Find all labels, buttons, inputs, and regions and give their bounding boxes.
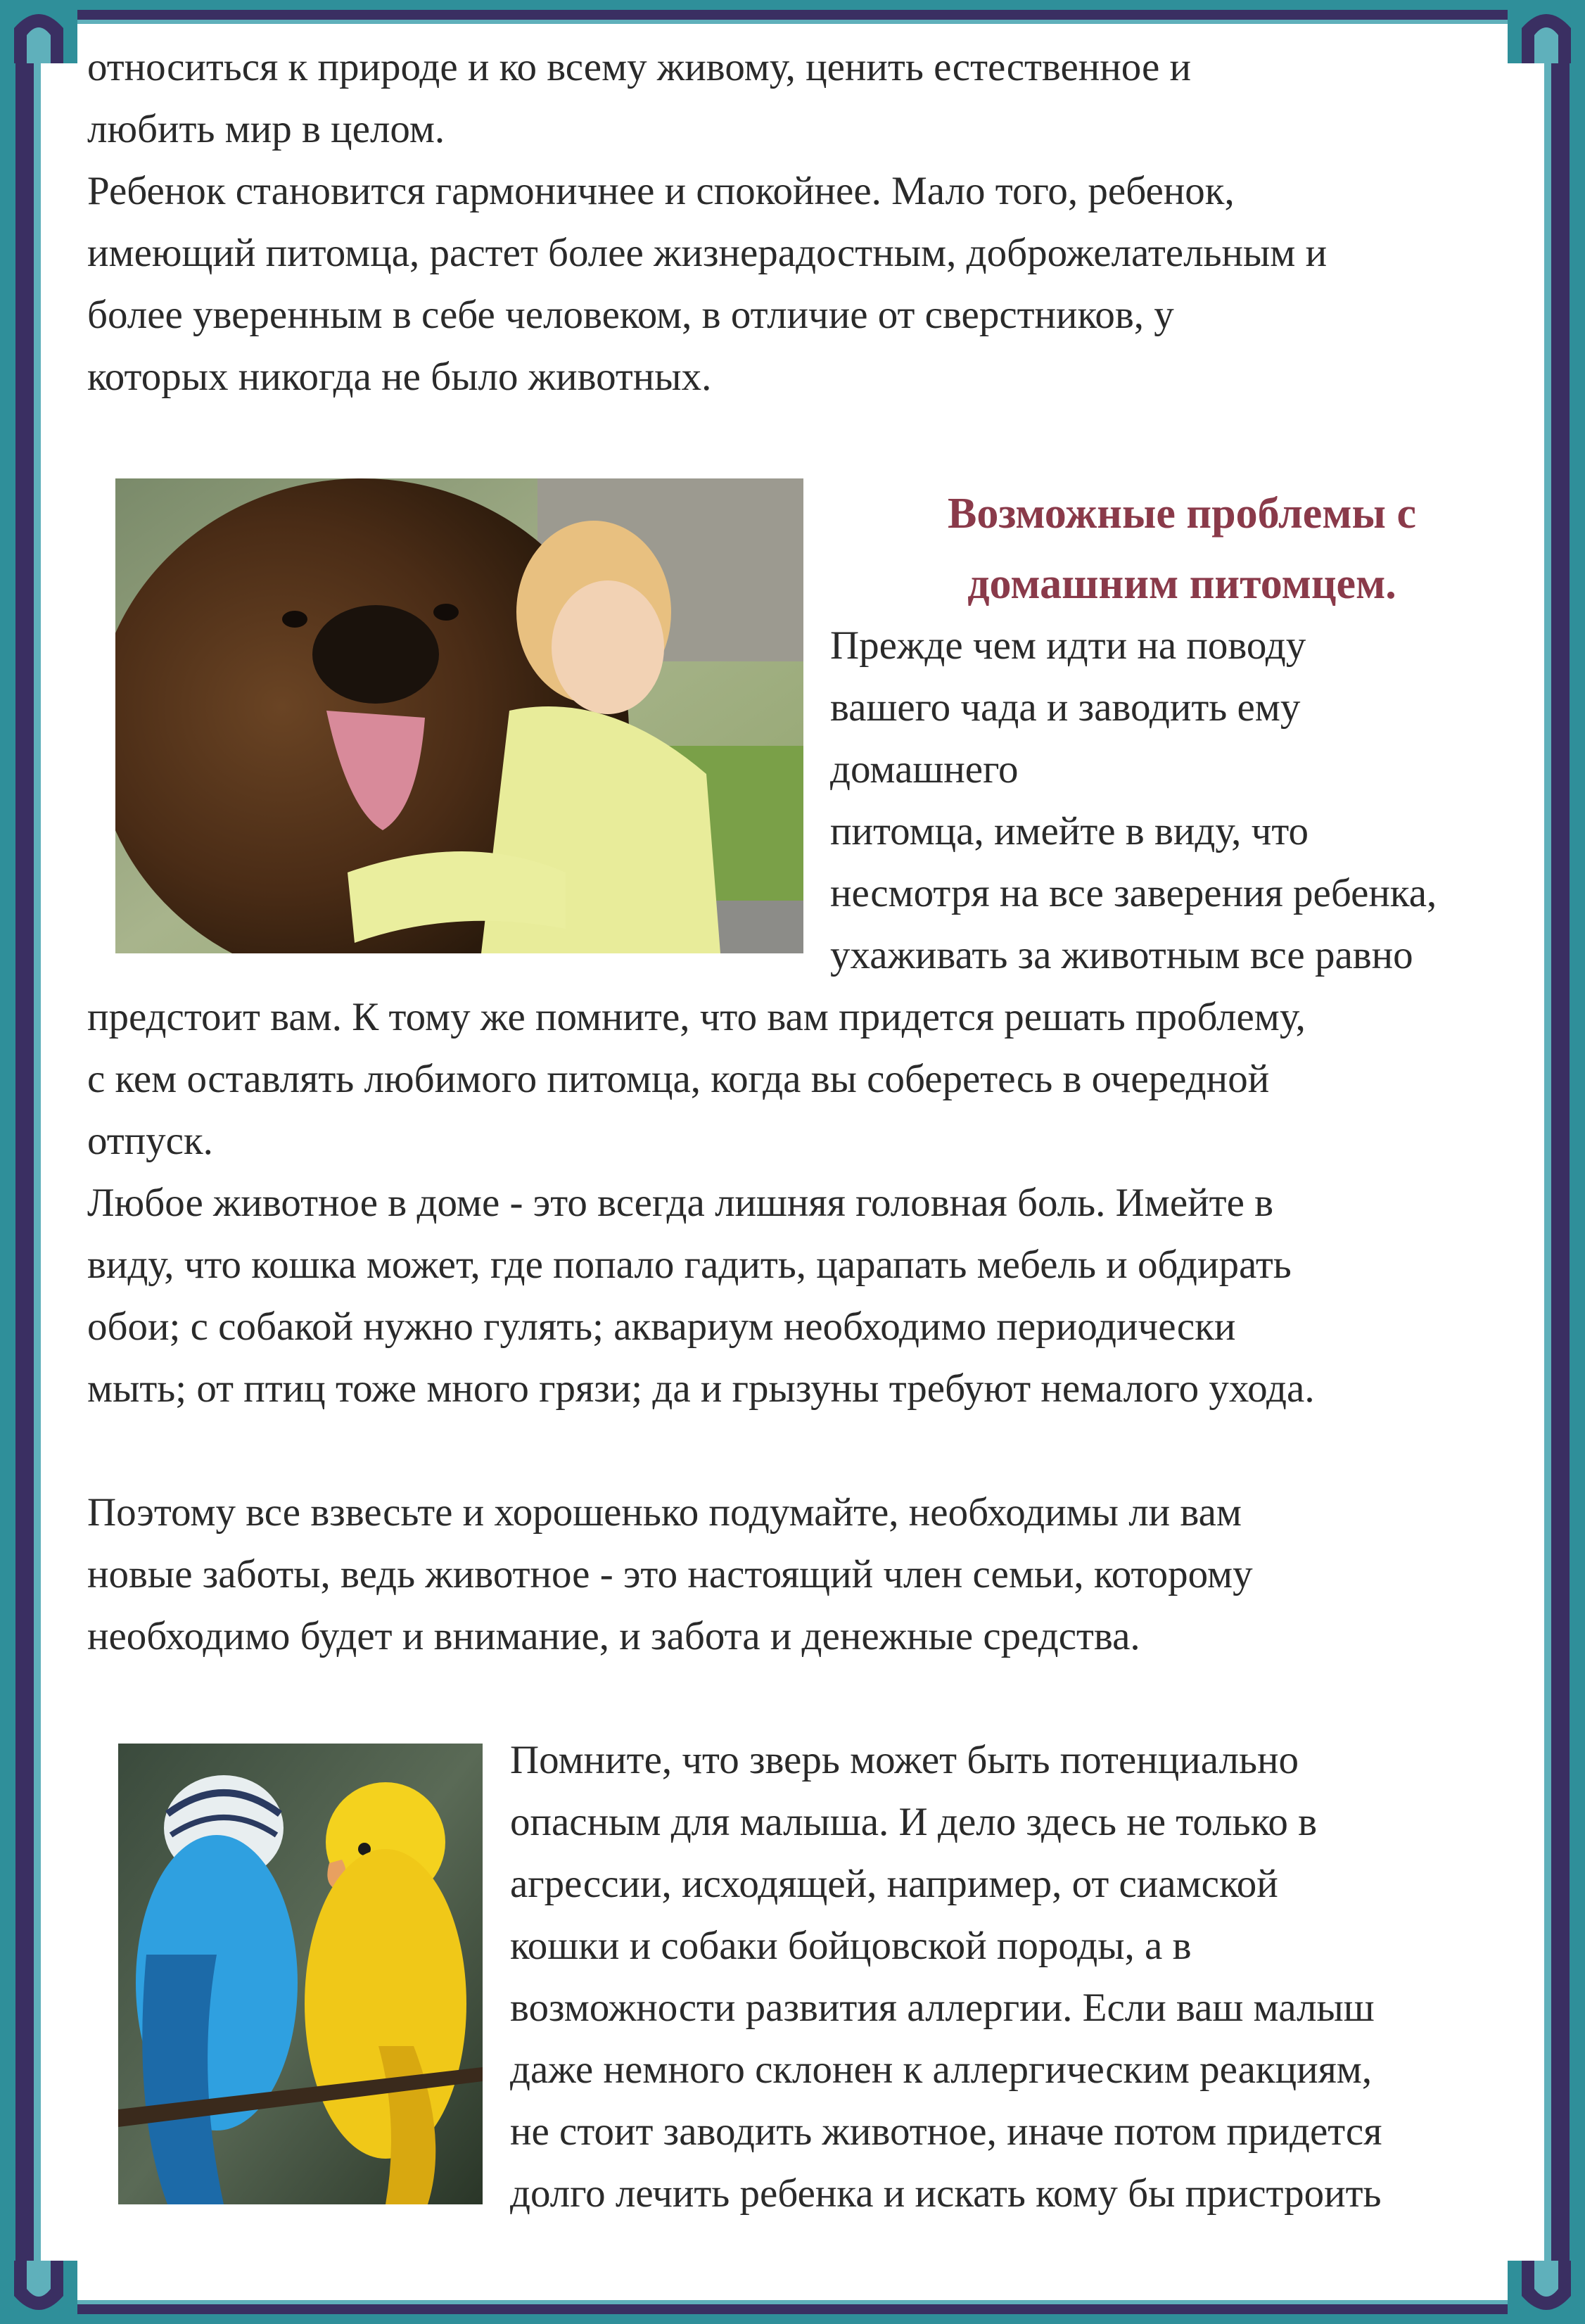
text-line: Любое животное в доме - это всегда лишняя головная боль. Имейте в (87, 1181, 1274, 1225)
text-line: не стоит заводить животное, иначе потом придется (510, 2109, 1382, 2154)
dog-with-child-photo (115, 478, 803, 953)
think-paragraph (87, 1482, 1536, 1668)
text-line: Поэтому все взвесьте и хорошенько подумайте, необходимы ли вам (87, 1490, 1242, 1535)
text-line: долго лечить ребенка и искать кому бы пристроить (510, 2171, 1382, 2216)
frame-corner-ornament-icon (0, 2261, 77, 2324)
frame-corner-ornament-icon (0, 0, 77, 63)
text-line: Ребенок становится гармоничнее и спокойнее. Мало того, ребенок, (87, 169, 1235, 213)
text-line: несмотря на все заверения ребенка, (830, 871, 1437, 915)
intro-paragraph (87, 37, 1536, 160)
problems-side-text (830, 615, 1534, 986)
text-line: агрессии, исходящей, например, от сиамской (510, 1862, 1278, 1906)
text-line: виду, что кошка может, где попало гадить, царапать мебель и обдирать (87, 1243, 1292, 1287)
harmony-paragraph (87, 160, 1536, 408)
text-line: Помните, что зверь может быть потенциально (510, 1738, 1299, 1782)
text-line: ухаживать за животным все равно (830, 933, 1413, 977)
text-line: питомца, имейте в виду, что (830, 809, 1309, 853)
problems-heading (830, 478, 1534, 619)
text-line: домашнего (830, 747, 1019, 792)
text-line: которых никогда не было животных. (87, 355, 712, 399)
text-line: Прежде чем идти на поводу (830, 623, 1306, 668)
text-line: имеющий питомца, растет более жизнерадостным, доброжелательным и (87, 231, 1328, 275)
danger-paragraph (510, 1729, 1537, 2225)
text-line: даже немного склонен к аллергическим реакциям, (510, 2047, 1373, 2092)
text-line: необходимо будет и внимание, и забота и денежные средства. (87, 1614, 1140, 1658)
text-line: относиться к природе и ко всему живому, ценить естественное и (87, 45, 1192, 89)
text-line: вашего чада и заводить ему (830, 685, 1301, 730)
text-line: предстоит вам. К тому же помните, что вам придется решать проблему, (87, 995, 1306, 1039)
text-line: более уверенным в себе человеком, в отличие от сверстников, у (87, 293, 1174, 337)
text-line: кошки и собаки бойцовской породы, а в (510, 1924, 1192, 1968)
text-line: мыть; от птиц тоже много грязи; да и грызуны требуют немалого ухода. (87, 1366, 1315, 1411)
text-line: любить мир в целом. (87, 107, 445, 151)
text-line: опасным для малыша. И дело здесь не только в (510, 1800, 1318, 1844)
text-line: новые заботы, ведь животное - это настоящий член семьи, которому (87, 1552, 1253, 1596)
text-line: отпуск. (87, 1119, 213, 1163)
headache-paragraph (87, 1172, 1536, 1420)
budgerigars-photo (118, 1744, 483, 2204)
text-line: обои; с собакой нужно гулять; аквариум необходимо периодически (87, 1304, 1236, 1349)
text-line: возможности развития аллергии. Если ваш малыш (510, 1986, 1375, 2030)
text-line: с кем оставлять любимого питомца, когда вы соберетесь в очередной (87, 1057, 1270, 1101)
heading-line: Возможные проблемы с (948, 490, 1416, 538)
frame-corner-ornament-icon (1508, 2261, 1585, 2324)
problems-continuation (87, 986, 1536, 1172)
heading-line: домашним питомцем. (967, 560, 1396, 608)
